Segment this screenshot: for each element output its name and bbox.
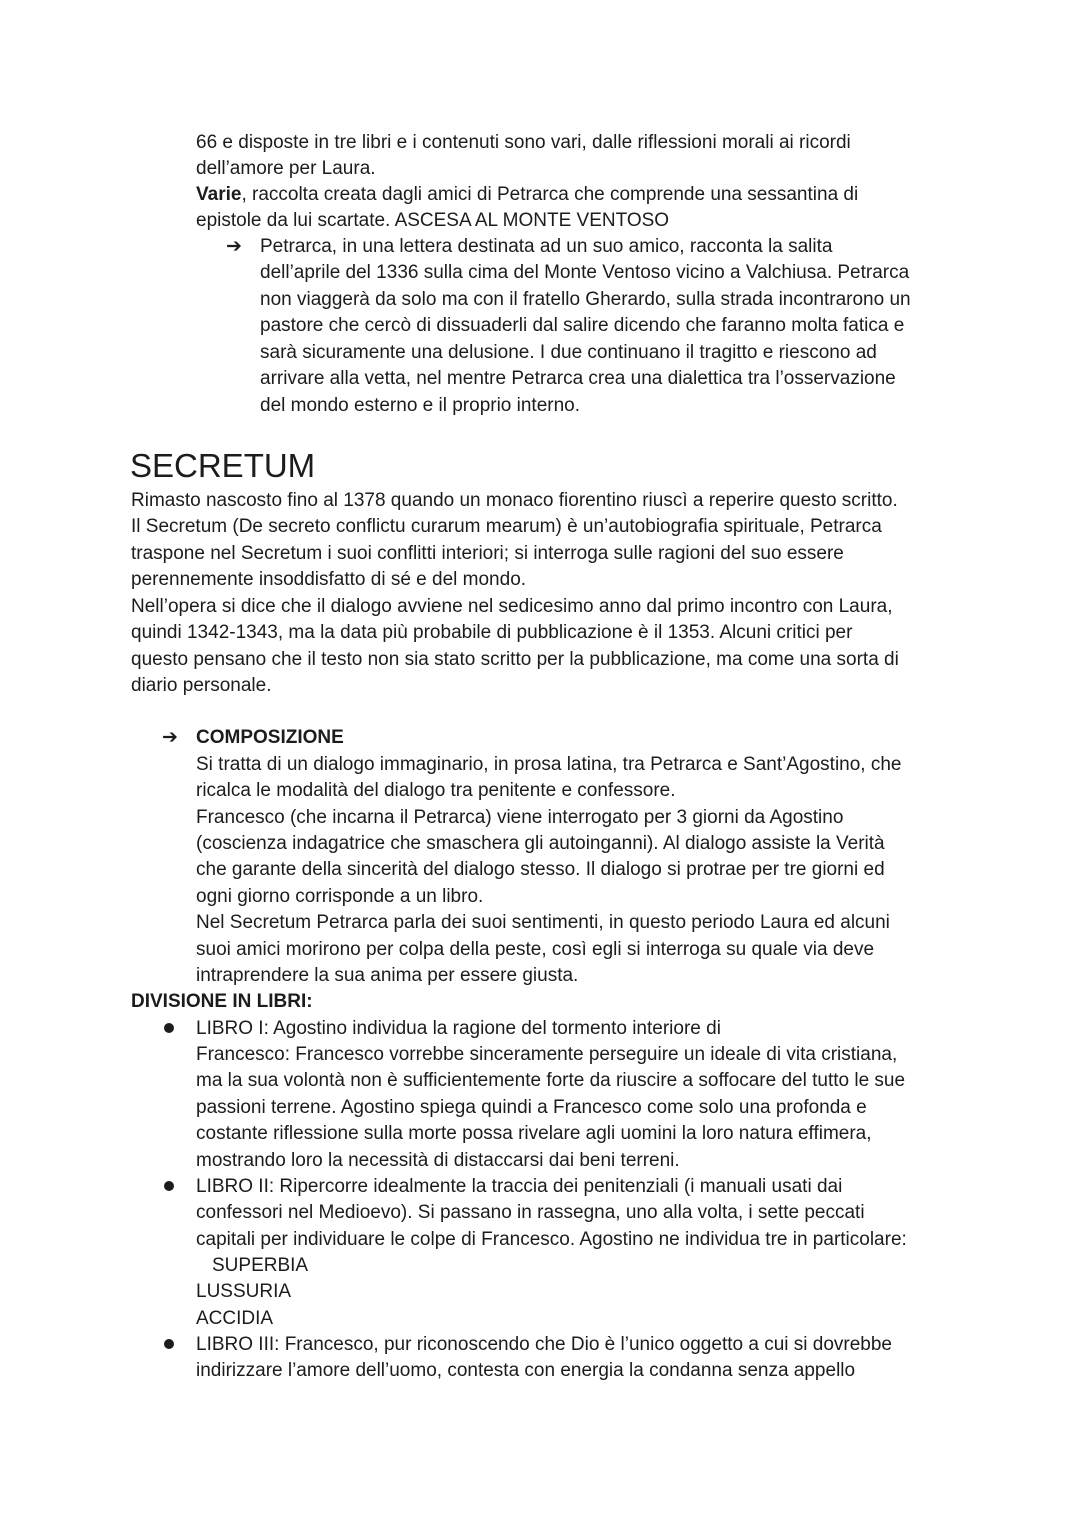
text-line: del mondo esterno e il proprio interno. [260, 395, 581, 416]
bullet-dot-icon [164, 1339, 174, 1349]
arrow-bullet-icon: ➔ [162, 727, 178, 748]
arrow-bullet-icon: ➔ [226, 236, 242, 257]
text-line: suoi amici morirono per colpa della peste, così egli si interroga su quale via deve [196, 939, 875, 960]
text-line: questo pensano che il testo non sia stato scritto per la pubblicazione, ma come una sorta di [131, 649, 899, 670]
bullet-dot-icon [164, 1023, 174, 1033]
subheading: COMPOSIZIONE [196, 727, 344, 748]
text-line: indirizzare l’amore dell’uomo, contesta con energia la condanna senza appello [196, 1360, 856, 1381]
text-line: LIBRO III: Francesco, pur riconoscendo che Dio è l’unico oggetto a cui si dovrebbe [196, 1334, 892, 1355]
text-line: che garante della sincerità del dialogo stesso. Il dialogo si protrae per tre giorni ed [196, 859, 885, 880]
text-line: SUPERBIA [212, 1255, 309, 1276]
text-line: traspone nel Secretum i suoi conflitti interiori; si interroga sulle ragioni del suo essere [131, 543, 844, 564]
text-line: epistole da lui scartate. ASCESA AL MONTE VENTOSO [196, 210, 670, 231]
text-line: non viaggerà da solo ma con il fratello Gherardo, sulla strada incontrarono un [260, 289, 911, 310]
bullet-dot-icon [164, 1181, 174, 1191]
text-line: confessori nel Medioevo). Si passano in rassegna, uno alla volta, i sette peccati [196, 1202, 865, 1223]
section-title: SECRETUM [130, 447, 316, 484]
text-line: Nel Secretum Petrarca parla dei suoi sentimenti, in questo periodo Laura ed alcuni [196, 912, 890, 933]
text-line: Il Secretum (De secreto conflictu curarum mearum) è un’autobiografia spirituale, Petrarca [131, 516, 882, 537]
text-line: Francesco: Francesco vorrebbe sinceramente perseguire un ideale di vita cristiana, [196, 1044, 898, 1065]
text-line: ACCIDIA [196, 1308, 274, 1329]
subheading: DIVISIONE IN LIBRI: [131, 991, 313, 1012]
text-line: LIBRO II: Ripercorre idealmente la traccia dei penitenziali (i manuali usati dai [196, 1176, 843, 1197]
text-line: (coscienza indagatrice che smaschera gli autoinganni). Al dialogo assiste la Verità [196, 833, 885, 854]
text-line: dell’amore per Laura. [196, 158, 376, 179]
text-line: costante riflessione sulla morte possa rivelare agli uomini la loro natura effimera, [196, 1123, 872, 1144]
text-line: passioni terrene. Agostino spiega quindi a Francesco come solo una profonda e [196, 1097, 867, 1118]
text-line: dell’aprile del 1336 sulla cima del Monte Ventoso vicino a Valchiusa. Petrarca [260, 262, 910, 283]
text-line: Si tratta di un dialogo immaginario, in prosa latina, tra Petrarca e Sant’Agostino, che [196, 754, 902, 775]
text-line: arrivare alla vetta, nel mentre Petrarca crea una dialettica tra l’osservazione [260, 368, 896, 389]
text-line: ricalca le modalità del dialogo tra penitente e confessore. [196, 780, 676, 801]
text-line: pastore che cercò di dissuaderli dal salire dicendo che faranno molta fatica e [260, 315, 905, 336]
text-line: Francesco (che incarna il Petrarca) viene interrogato per 3 giorni da Agostino [196, 807, 844, 828]
text-line: perennemente insoddisfatto di sé e del mondo. [131, 569, 527, 590]
varie-term: Varie [196, 184, 242, 205]
text-line: Petrarca, in una lettera destinata ad un suo amico, racconta la salita [260, 236, 833, 257]
text-line: diario personale. [131, 675, 272, 696]
text-line: ma la sua volontà non è sufficientemente forte da riuscire a soffocare del tutto le sue [196, 1070, 906, 1091]
text-line: quindi 1342-1343, ma la data più probabile di pubblicazione è il 1353. Alcuni critici per [131, 622, 853, 643]
text-line: Nell’opera si dice che il dialogo avviene nel sedicesimo anno dal primo incontro con Laura, [131, 596, 893, 617]
text-line: intraprendere la sua anima per essere giusta. [196, 965, 579, 986]
text-line: LUSSURIA [196, 1281, 292, 1302]
text-line: LIBRO I: Agostino individua la ragione del tormento interiore di [196, 1018, 721, 1039]
text-line: Rimasto nascosto fino al 1378 quando un monaco fiorentino riuscì a reperire questo scritto. [131, 490, 898, 511]
text-line: ogni giorno corrisponde a un libro. [196, 886, 484, 907]
text-line: capitali per individuare le colpe di Francesco. Agostino ne individua tre in particolare: [196, 1229, 907, 1250]
text-line: mostrando loro la necessità di distaccarsi dai beni terreni. [196, 1150, 680, 1171]
text-line: 66 e disposte in tre libri e i contenuti sono vari, dalle riflessioni morali ai ricordi [196, 132, 851, 153]
text-line: Varie, raccolta creata dagli amici di Petrarca che comprende una sessantina di [196, 184, 859, 205]
text-line: sarà sicuramente una delusione. I due continuano il tragitto e riescono ad [260, 342, 877, 363]
